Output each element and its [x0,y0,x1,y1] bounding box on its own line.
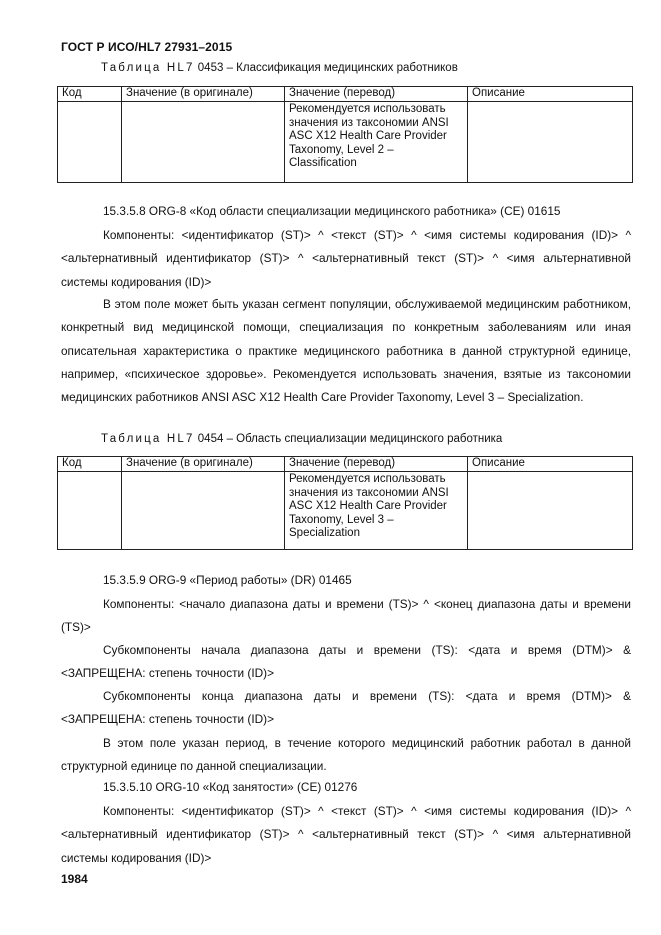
subcomponents-end-paragraph [61,685,631,732]
column-header-code: Код [58,87,122,102]
column-header-translation: Значение (перевод) [285,457,468,472]
description-text: В этом поле указан период, в течение которого медицинский работник работал в данной структурной единице по данной специализации. [61,736,631,774]
section-heading-org8: 15.3.5.8 ORG-8 «Код области специализации медицинского работника» (CE) 01615 [103,204,561,218]
components-paragraph-org8 [61,224,631,294]
table-row [58,102,633,183]
table-header-row [58,87,633,102]
cell-translation: Рекомендуется использовать значения из таксономии ANSI ASC X12 Health Care Provider Taxonomy, Level 3 – Specialization [285,472,468,550]
cell-code [58,102,122,183]
section-heading-org9: 15.3.5.9 ORG-9 «Период работы» (DR) 01465 [103,573,352,587]
table-0453 [57,86,633,183]
column-header-code: Код [58,457,122,472]
table-0454-caption [101,433,502,445]
components-paragraph-org10 [61,800,631,870]
subcomponents-start-paragraph [61,639,631,686]
cell-original [122,472,285,550]
subcomponents-start-text: Субкомпоненты начала диапазона даты и времени (TS): <дата и время (DTM)> & <ЗАПРЕЩЕНА: степень точности (ID)> [61,643,631,681]
column-header-original: Значение (в оригинале) [122,457,285,472]
components-text: Компоненты: <идентификатор (ST)> ^ <текст (ST)> ^ <имя системы кодирования (ID)> ^ <альтернативный идентификатор (ST)> ^ <альтернативный текст (ST)> ^ <имя альтернативной системы кодирования (ID)> [61,228,631,289]
components-text: Компоненты: <начало диапазона даты и времени (TS)> ^ <конец диапазона даты и времени (TS)> [61,597,631,635]
cell-code [58,472,122,550]
description-paragraph-org9 [61,732,631,779]
subcomponents-end-text: Субкомпоненты конца диапазона даты и времени (TS): <дата и время (DTM)> & <ЗАПРЕЩЕНА: степень точности (ID)> [61,689,631,727]
table-0453-caption [101,62,458,74]
column-header-description: Описание [468,457,633,472]
components-paragraph-org9 [61,593,631,640]
cell-description [468,102,633,183]
table-0454 [57,456,633,550]
cell-original [122,102,285,183]
table-header-row [58,457,633,472]
table-caption-text: 0454 – Область специализации медицинского работника [194,433,503,445]
table-row [58,472,633,550]
column-header-original: Значение (в оригинале) [122,87,285,102]
document-header: ГОСТ Р ИСО/HL7 27931–2015 [61,40,233,54]
cell-description [468,472,633,550]
table-caption-text: 0453 – Классификация медицинских работников [194,62,458,74]
cell-translation: Рекомендуется использовать значения из таксономии ANSI ASC X12 Health Care Provider Taxonomy, Level 2 – Classification [285,102,468,183]
page-number: 1984 [61,872,88,886]
section-heading-org10: 15.3.5.10 ORG-10 «Код занятости» (CE) 01276 [103,780,358,794]
table-caption-prefix: Таблица HL7 [101,433,195,445]
description-paragraph-org8 [61,293,631,409]
column-header-description: Описание [468,87,633,102]
table-caption-prefix: Таблица HL7 [101,62,195,74]
components-text: Компоненты: <идентификатор (ST)> ^ <текст (ST)> ^ <имя системы кодирования (ID)> ^ <альтернативный идентификатор (ST)> ^ <альтернативный текст (ST)> ^ <имя альтернативной системы кодирования (ID)> [61,804,631,865]
description-text: В этом поле может быть указан сегмент популяции, обслуживаемой медицинским работником, конкретный вид медицинской помощи, специализация по конкретным заболеваниям или иная описательная характеристика о практике медицинского работника в данной структурной единице, например, «психическое здоровье». Рекомендуется использовать значения, взятые из таксономии медицинских работников ANSI ASC X12 Health Care Provider Taxonomy, Level 3 – Specialization. [61,297,631,405]
column-header-translation: Значение (перевод) [285,87,468,102]
